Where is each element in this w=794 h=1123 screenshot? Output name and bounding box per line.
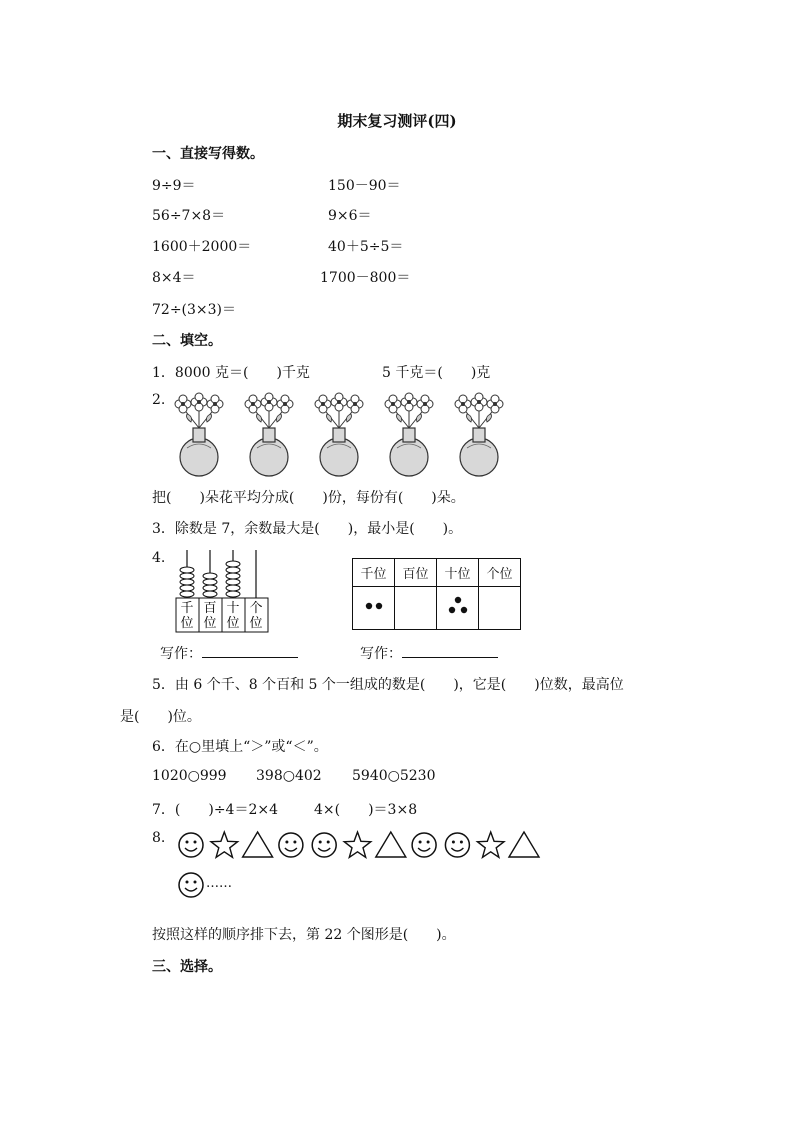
abacus-label: 十: [226, 601, 240, 616]
abacus-label: 位: [249, 616, 263, 631]
triangle-icon: [509, 832, 539, 857]
compare-item: 5940○5230: [352, 768, 436, 784]
table-header-thousands: 千位: [353, 559, 395, 587]
counter-dot: [448, 607, 454, 613]
write-label-text: 写作：: [160, 646, 202, 662]
counter-dots: [359, 594, 389, 618]
abacus-bead: [226, 567, 240, 573]
question-7b: 4×( )＝3×8: [314, 802, 418, 818]
counter-dot: [375, 603, 381, 609]
abacus-bead: [180, 579, 194, 585]
table-dots-tens: [437, 587, 479, 630]
section-1-heading: 一、直接写得数。: [152, 146, 264, 162]
abacus-label: 位: [180, 616, 194, 631]
table-header-hundreds: 百位: [395, 559, 437, 587]
abacus-bead: [203, 579, 217, 585]
counter-dot: [454, 597, 460, 603]
abacus-label: 个: [249, 601, 263, 616]
abacus-bead: [203, 585, 217, 591]
table-header-ones: 个位: [479, 559, 521, 587]
calc-item: 9×6＝: [328, 208, 372, 224]
star-icon: [211, 832, 238, 857]
counter-dot: [365, 603, 371, 609]
calc-item: 1700－800＝: [320, 270, 411, 286]
abacus-bead: [180, 573, 194, 579]
calc-item: 56÷7×8＝: [152, 208, 226, 224]
triangle-icon: [376, 832, 406, 857]
flower-vases-image: [165, 392, 505, 482]
question-5-line1: 5．由 6 个千、8 个百和 5 个一组成的数是( )，它是( )位数，最高位: [152, 677, 624, 693]
table-dots-thousands: [353, 587, 395, 630]
question-2-number: 2.: [152, 392, 166, 408]
table-dots-hundreds: [395, 587, 437, 630]
question-2-text: 把( )朵花平均分成( )份，每份有( )朵。: [152, 490, 465, 506]
place-value-table: [352, 558, 521, 630]
question-4-number: 4.: [152, 550, 166, 566]
smiley-icon: [412, 833, 436, 857]
answer-blank-1[interactable]: [202, 643, 298, 658]
compare-item: 398○402: [256, 768, 322, 784]
abacus-bead: [226, 579, 240, 585]
question-7a: 7．( )÷4＝2×4: [152, 802, 279, 818]
calc-item: 40＋5÷5＝: [328, 239, 404, 255]
abacus-bead: [180, 567, 194, 573]
abacus-label: 位: [226, 616, 240, 631]
pattern-ellipsis: ……: [206, 876, 232, 891]
calc-item: 9÷9＝: [152, 178, 196, 194]
abacus-bead: [226, 591, 240, 597]
question-1b: 5 千克＝( )克: [382, 365, 491, 381]
smiley-icon: [179, 873, 203, 897]
table-header-tens: 十位: [437, 559, 479, 587]
section-3-heading: 三、选择。: [152, 959, 222, 975]
abacus-bead: [226, 585, 240, 591]
page-title: 期末复习测评(四): [337, 112, 457, 130]
abacus-bead: [203, 591, 217, 597]
calc-item: 72÷(3×3)＝: [152, 302, 237, 318]
answer-blank-2[interactable]: [402, 643, 498, 658]
abacus-bead: [226, 561, 240, 567]
abacus-bead: [226, 573, 240, 579]
question-8-text: 按照这样的顺序排下去，第 22 个图形是( )。: [152, 927, 456, 943]
smiley-icon: [312, 833, 336, 857]
smiley-icon: [179, 833, 203, 857]
question-6: 6．在○里填上“＞”或“＜”。: [152, 739, 328, 755]
question-5-line2: 是( )位。: [120, 709, 201, 725]
compare-item: 1020○999: [152, 768, 227, 784]
shape-pattern: [176, 826, 556, 906]
abacus-bead: [180, 585, 194, 591]
question-8-number: 8.: [152, 830, 166, 846]
table-dots-ones: [479, 587, 521, 630]
write-label-text: 写作：: [360, 646, 402, 662]
abacus-label: 位: [203, 616, 217, 631]
abacus-label: 千: [180, 601, 194, 616]
star-icon: [477, 832, 504, 857]
abacus-label: 百: [203, 601, 217, 616]
counter-dots: [443, 594, 473, 618]
calc-item: 1600＋2000＝: [152, 239, 252, 255]
abacus-diagram: [172, 548, 272, 638]
calc-item: 150－90＝: [328, 178, 401, 194]
abacus-bead: [203, 573, 217, 579]
smiley-icon: [279, 833, 303, 857]
question-3: 3．除数是 7，余数最大是( )，最小是( )。: [152, 521, 463, 537]
question-1a: 1．8000 克＝( )千克: [152, 365, 310, 381]
write-label-2: [360, 643, 498, 663]
triangle-icon: [243, 832, 273, 857]
calc-item: 8×4＝: [152, 270, 196, 286]
counter-dot: [460, 607, 466, 613]
section-2-heading: 二、填空。: [152, 333, 222, 349]
smiley-icon: [445, 833, 469, 857]
abacus-bead: [180, 591, 194, 597]
write-label-1: [160, 643, 298, 663]
star-icon: [344, 832, 371, 857]
